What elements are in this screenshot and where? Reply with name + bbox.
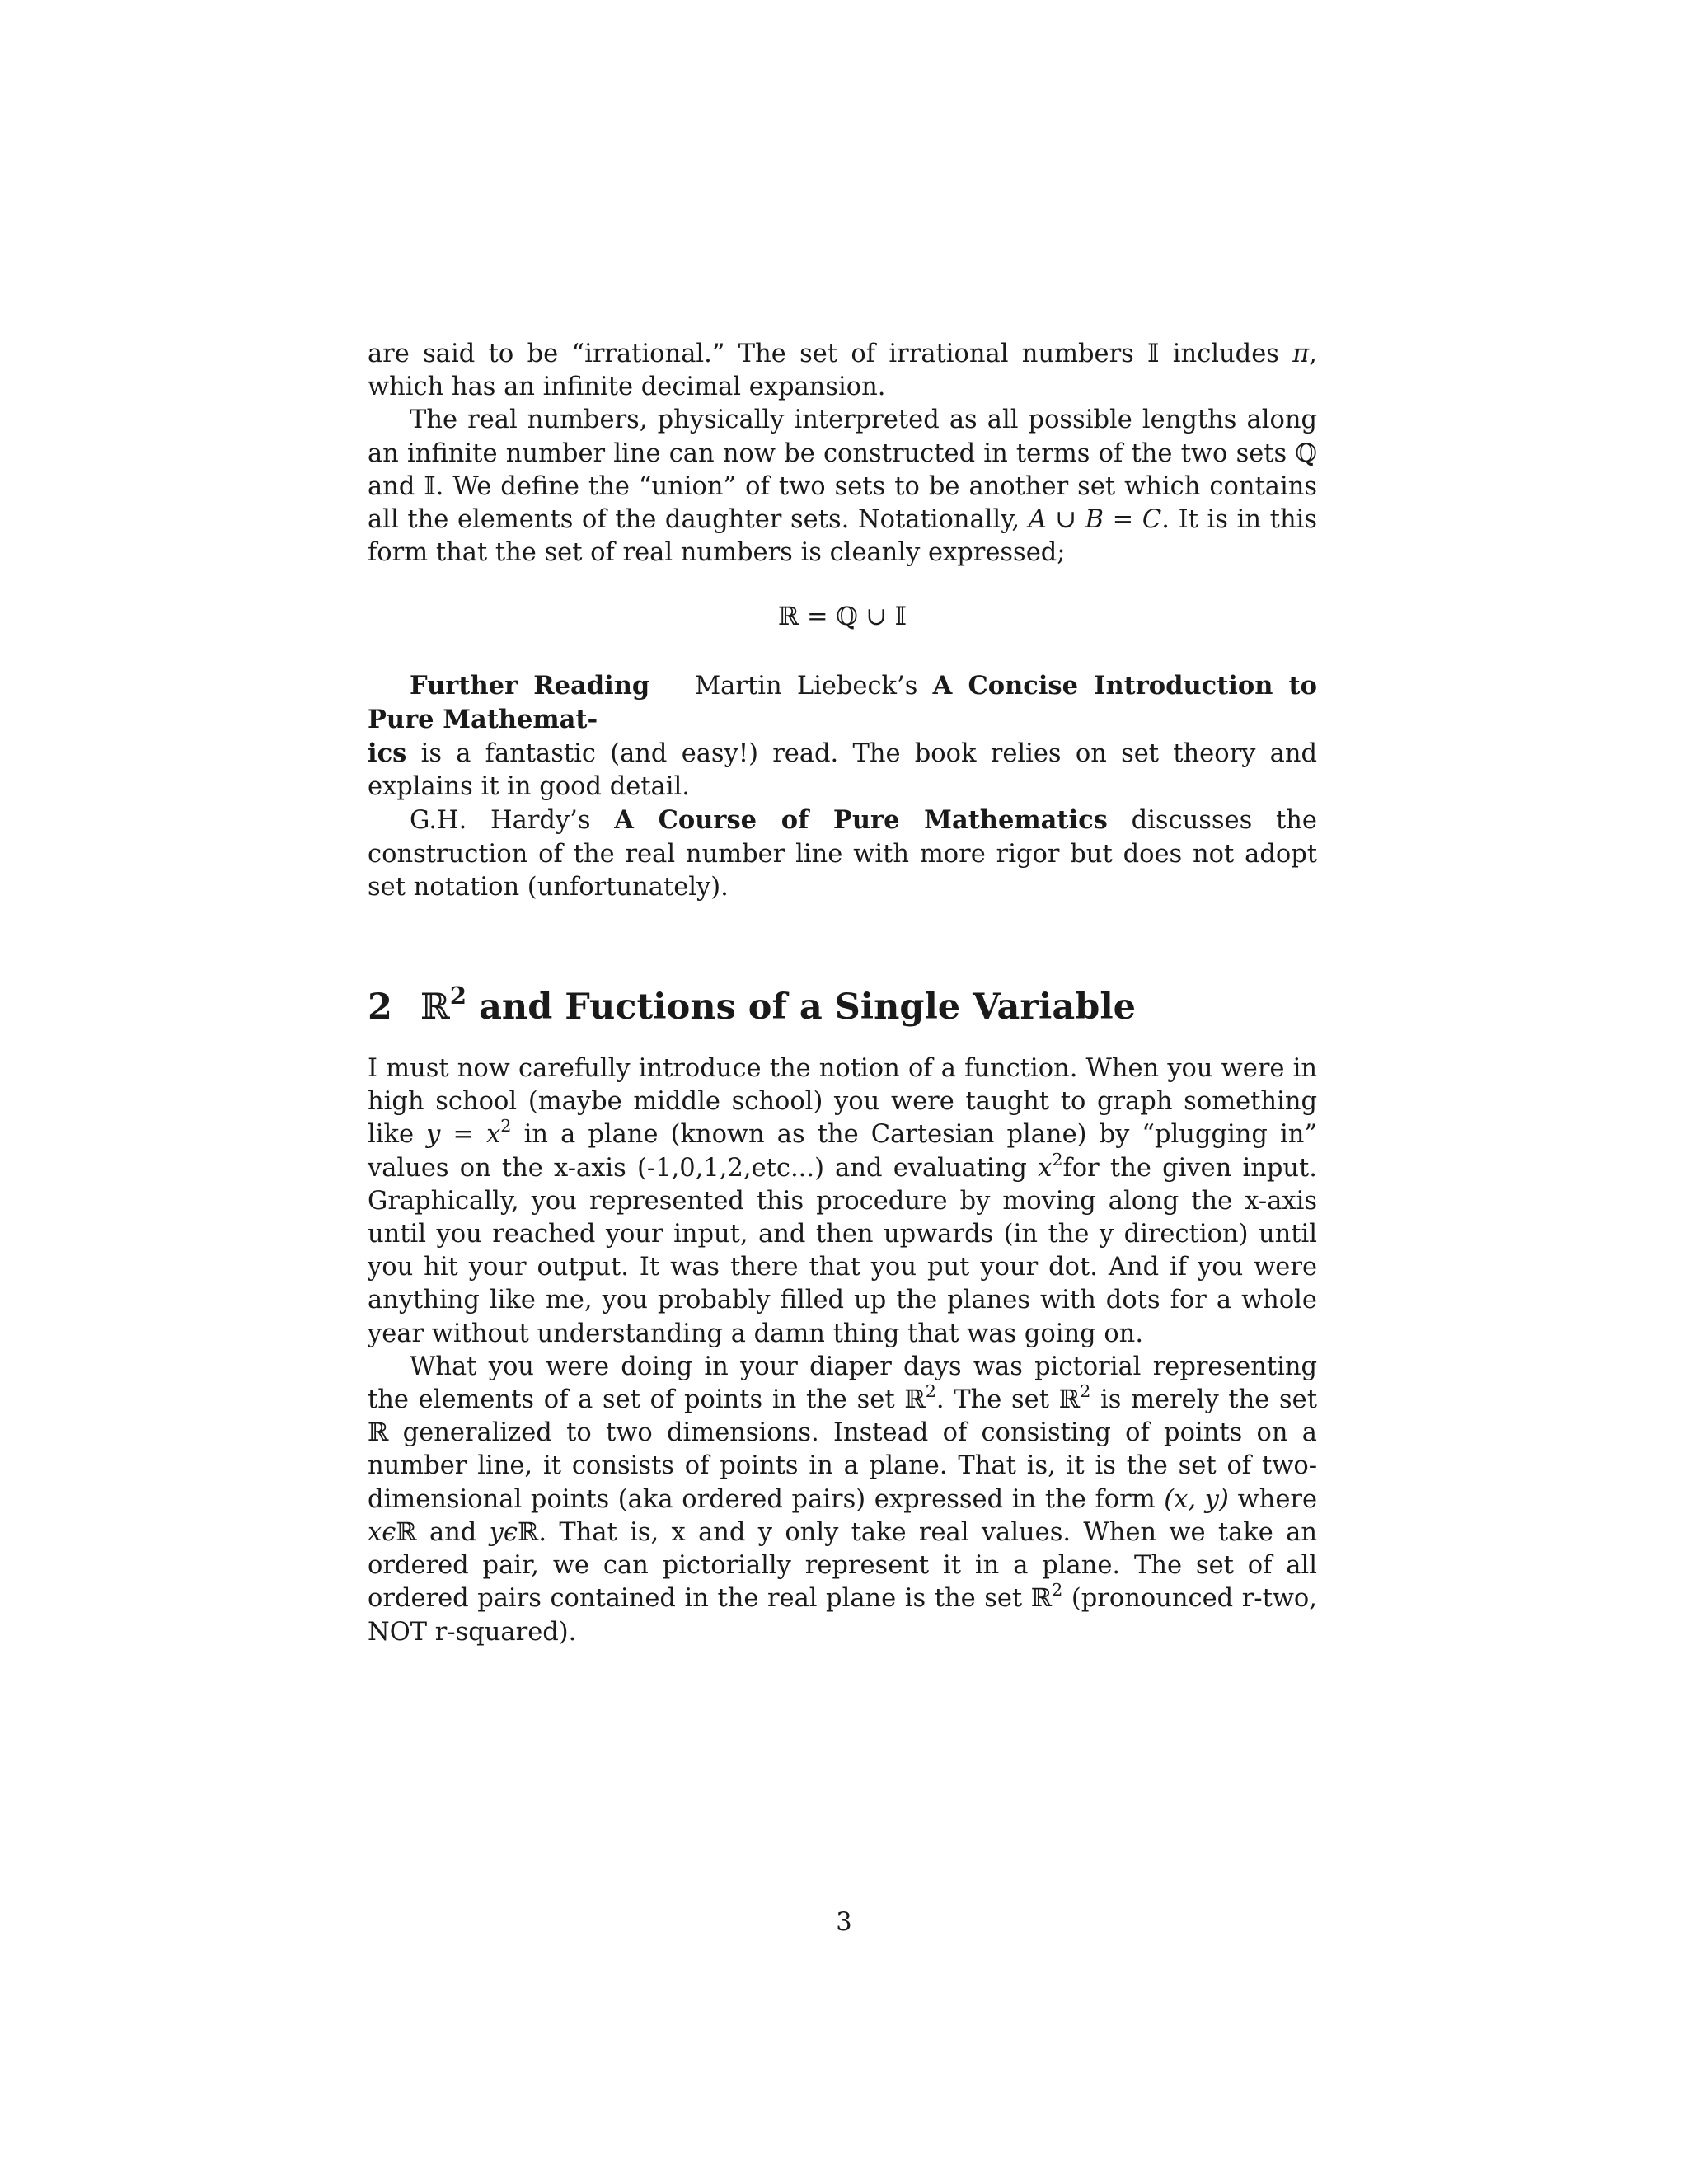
y-in: yϵ bbox=[489, 1517, 518, 1547]
set-symbol-Q: ℚ bbox=[1295, 438, 1317, 468]
symbol-R: ℝ bbox=[368, 1418, 389, 1448]
text: for the given input. Graphically, you represented this procedure by moving along the x-axis until you reached your input, and then upwards (in the y direction) until you hit your output. It was there that you put your dot. And if you were anything like me, you probably filled up the planes with dots for a whole year without understanding a damn thing that was going on. bbox=[368, 1153, 1317, 1348]
section-symbol-R: ℝ bbox=[420, 987, 450, 1029]
book-title-liebeck: A Concise Introduction to Pure Mathemat- bbox=[368, 670, 1317, 734]
text: discusses the construction of the real number line with more rigor but does not adopt set notation (unfortunately). bbox=[368, 806, 1317, 902]
text: and bbox=[368, 471, 424, 501]
paragraph-hardy bbox=[368, 804, 1317, 904]
text: where bbox=[1228, 1484, 1318, 1514]
text: . The set bbox=[935, 1385, 1059, 1415]
text: (pronounced r-two, NOT r-squared). bbox=[368, 1584, 1317, 1647]
text: . We define the “union” of two sets to be another set which contains all the elements of the daughter sets. Notationally, bbox=[368, 471, 1317, 535]
symbol-R: ℝ bbox=[1058, 1385, 1081, 1415]
union-formula: A ∪ B = C bbox=[1028, 505, 1162, 535]
text: are said to be “irrational.” The set of irrational numbers bbox=[368, 340, 1148, 368]
symbol-R: ℝ bbox=[1030, 1584, 1053, 1614]
text: . That is, x and y only take real values. When we take an ordered pair, we can pictorially represent it in a plane. The set of all ordered pairs contained in the real plane is the set bbox=[368, 1517, 1317, 1614]
text: and bbox=[416, 1517, 490, 1547]
further-reading-label: Further Reading bbox=[410, 670, 650, 701]
section-heading bbox=[368, 981, 1317, 1029]
text: is a fantastic (and easy!) read. The book relies on set theory and explains it in good detail. bbox=[368, 739, 1317, 802]
superscript: 2 bbox=[1080, 1381, 1091, 1402]
symbol-R: ℝ bbox=[904, 1385, 926, 1415]
symbol-R: ℝ bbox=[396, 1517, 417, 1547]
superscript: 2 bbox=[1052, 1580, 1063, 1601]
section-number: 2 bbox=[368, 987, 392, 1029]
further-reading-paragraph bbox=[368, 669, 1317, 804]
text: generalized to two dimensions. Instead of consisting of points on a number line, it consists of points in a plane. That is, it is the set of two-dimensional points (aka ordered pairs) expressed in the form bbox=[368, 1418, 1317, 1514]
text: Martin Liebeck’s bbox=[694, 671, 933, 701]
set-symbol-I: 𝕀 bbox=[424, 471, 436, 501]
text: = bbox=[440, 1120, 487, 1150]
page-number: 3 bbox=[836, 1908, 852, 1937]
display-equation: ℝ = ℚ ∪ 𝕀 bbox=[777, 602, 907, 632]
superscript: 2 bbox=[500, 1116, 512, 1137]
text: G.H. Hardy’s bbox=[410, 806, 615, 836]
text: is merely the set bbox=[1090, 1385, 1317, 1415]
paragraph-irrational bbox=[368, 338, 1317, 404]
paragraph-function-intro bbox=[368, 1052, 1317, 1351]
x-in: xϵ bbox=[368, 1517, 396, 1547]
section-superscript: 2 bbox=[449, 981, 467, 1010]
paragraph-r2 bbox=[368, 1351, 1317, 1649]
book-title-liebeck-cont: ics bbox=[368, 738, 407, 769]
set-symbol-I: 𝕀 bbox=[1147, 340, 1160, 368]
book-title-hardy: A Course of Pure Mathematics bbox=[614, 805, 1108, 836]
text: includes bbox=[1159, 340, 1293, 368]
text: , which has an infinite decimal expansion. bbox=[368, 340, 1317, 402]
page-content bbox=[368, 338, 1317, 1649]
text: I must now carefully introduce the notion of a function. When you were in high school (maybe middle school) you were taught to graph something like bbox=[368, 1054, 1317, 1150]
text: The real numbers, physically interpreted as all possible lengths along an infinite number line can now be constructed in terms of the two sets bbox=[368, 405, 1317, 468]
var-y: y bbox=[426, 1120, 441, 1150]
var-x: x bbox=[1038, 1153, 1053, 1183]
ordered-pair: (x, y) bbox=[1164, 1484, 1229, 1514]
paragraph-real-numbers bbox=[368, 404, 1317, 569]
superscript: 2 bbox=[1052, 1149, 1063, 1169]
symbol-R: ℝ bbox=[517, 1517, 539, 1547]
superscript: 2 bbox=[925, 1381, 936, 1402]
var-x: x bbox=[486, 1120, 501, 1150]
text: in a plane (known as the Cartesian plane) by “plugging in” values on the x-axis (-1,0,1,2,etc...) and evaluating bbox=[368, 1120, 1317, 1183]
pi-symbol: π bbox=[1292, 340, 1310, 368]
text: What you were doing in your diaper days was pictorial representing the elements of a set of points in the set bbox=[368, 1352, 1317, 1415]
text: . It is in this form that the set of real numbers is cleanly expressed; bbox=[368, 505, 1317, 568]
section-title: and Fuctions of a Single Variable bbox=[467, 987, 1137, 1029]
